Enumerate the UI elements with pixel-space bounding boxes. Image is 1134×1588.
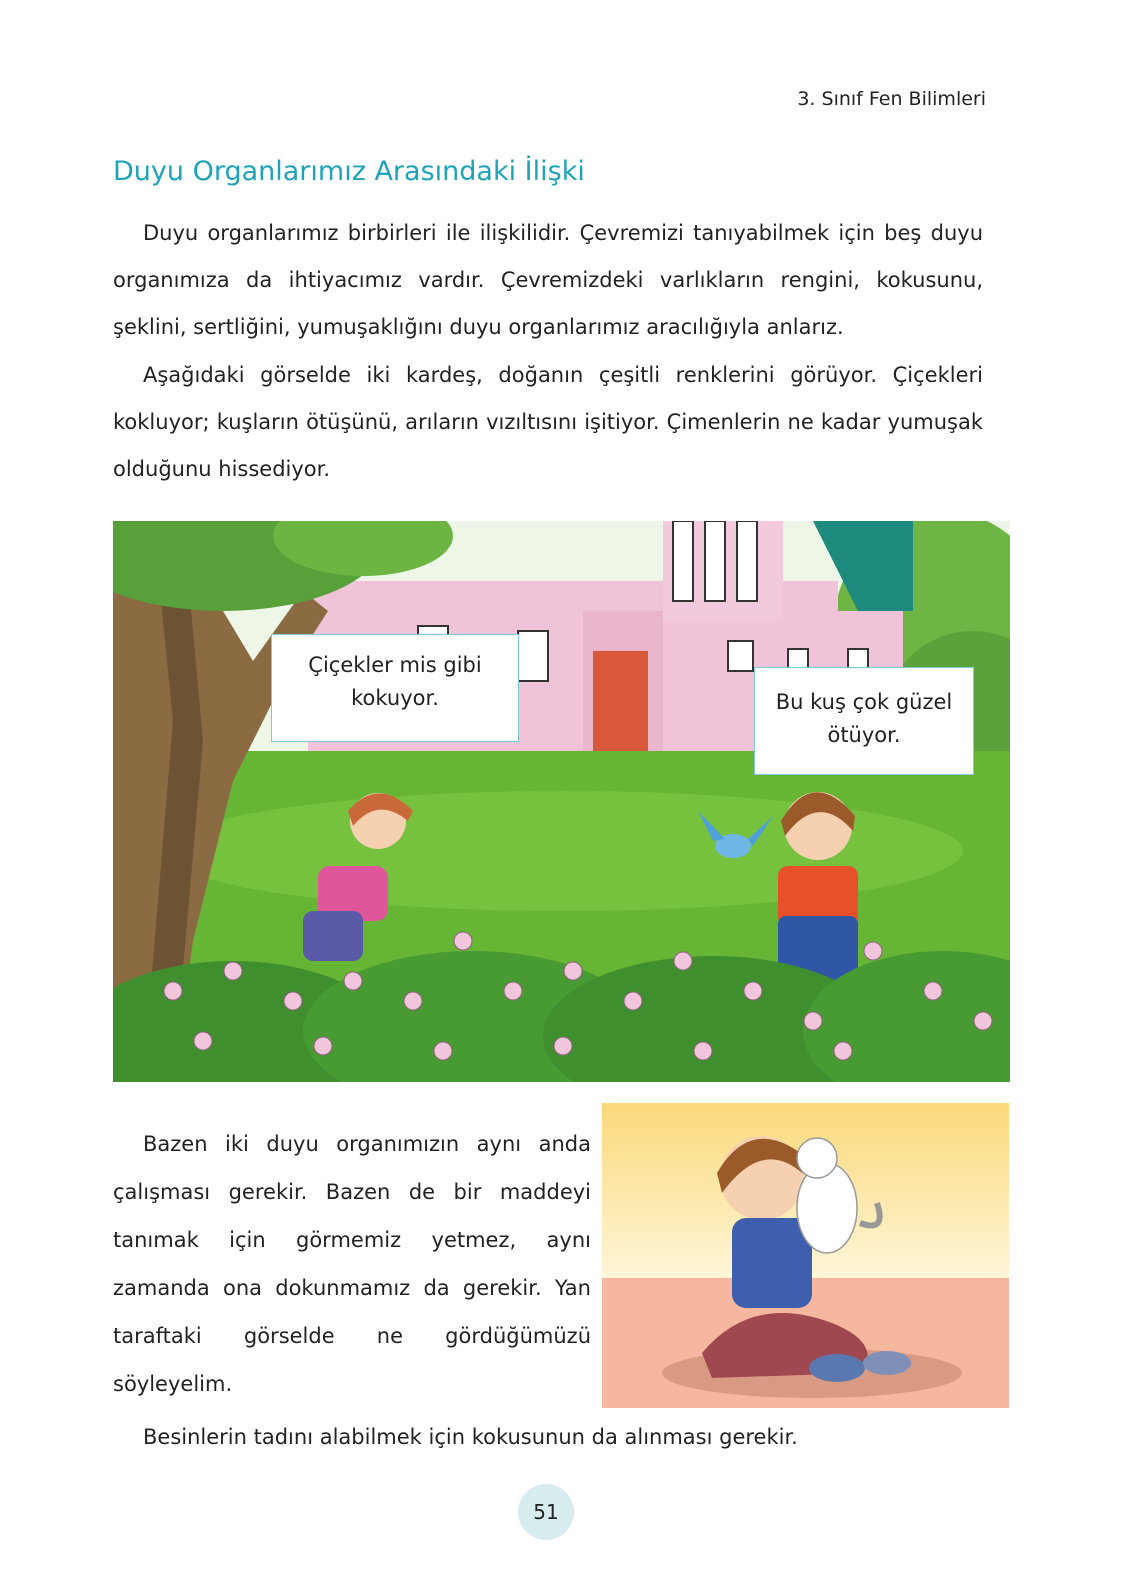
girl-speech-line-1: Çiçekler mis gibi: [308, 653, 482, 677]
paragraph-intro-text: Duyu organlarımız birbirleri ile ilişkilidir. Çevremizi tanıyabilmek için beş duyu organımıza da ihtiyacımız vardır. Çevremizdeki varlıkların rengini, kokusunu, şeklini, sertliğini, yumuşaklığını duyu organlarımız aracılığıyla anlarız.: [113, 221, 983, 339]
girl-speech-line-2: kokuyor.: [351, 686, 439, 710]
boy-speech-line-2: ötüyor.: [827, 723, 901, 747]
header-subject: 3. Sınıf Fen Bilimleri: [797, 88, 986, 110]
boy-speech-line-1: Bu kuş çok güzel: [775, 690, 953, 714]
boy-with-cat-art: [602, 1103, 1009, 1408]
garden-illustration: [113, 521, 1010, 1082]
boy-speech-bubble: [754, 667, 974, 775]
garden-scene-art: [113, 521, 1010, 1082]
paragraph-intro: [113, 210, 983, 351]
paragraph-touch-text: Bazen iki duyu organımızın aynı anda çalışması gerekir. Bazen de bir maddeyi tanımak için görmemiz yetmez, aynı zamanda ona dokunmamız da gerekir. Yan taraftaki görselde ne gördüğümüzü söyleyelim.: [113, 1132, 591, 1396]
girl-speech-bubble: [271, 634, 519, 742]
boy-with-cat-illustration: [602, 1103, 1009, 1408]
paragraph-scene: [113, 352, 983, 493]
page-number: 51: [518, 1484, 574, 1540]
paragraph-touch: [113, 1120, 591, 1408]
paragraph-taste: Besinlerin tadını alabilmek için kokusunun da alınması gerekir.: [143, 1425, 798, 1449]
section-title: Duyu Organlarımız Arasındaki İlişki: [113, 156, 585, 187]
paragraph-scene-text: Aşağıdaki görselde iki kardeş, doğanın çeşitli renklerini görüyor. Çiçekleri kokluyor; kuşların ötüşünü, arıların vızıltısını işitiyor. Çimenlerin ne kadar yumuşak olduğunu hissediyor.: [113, 363, 983, 481]
